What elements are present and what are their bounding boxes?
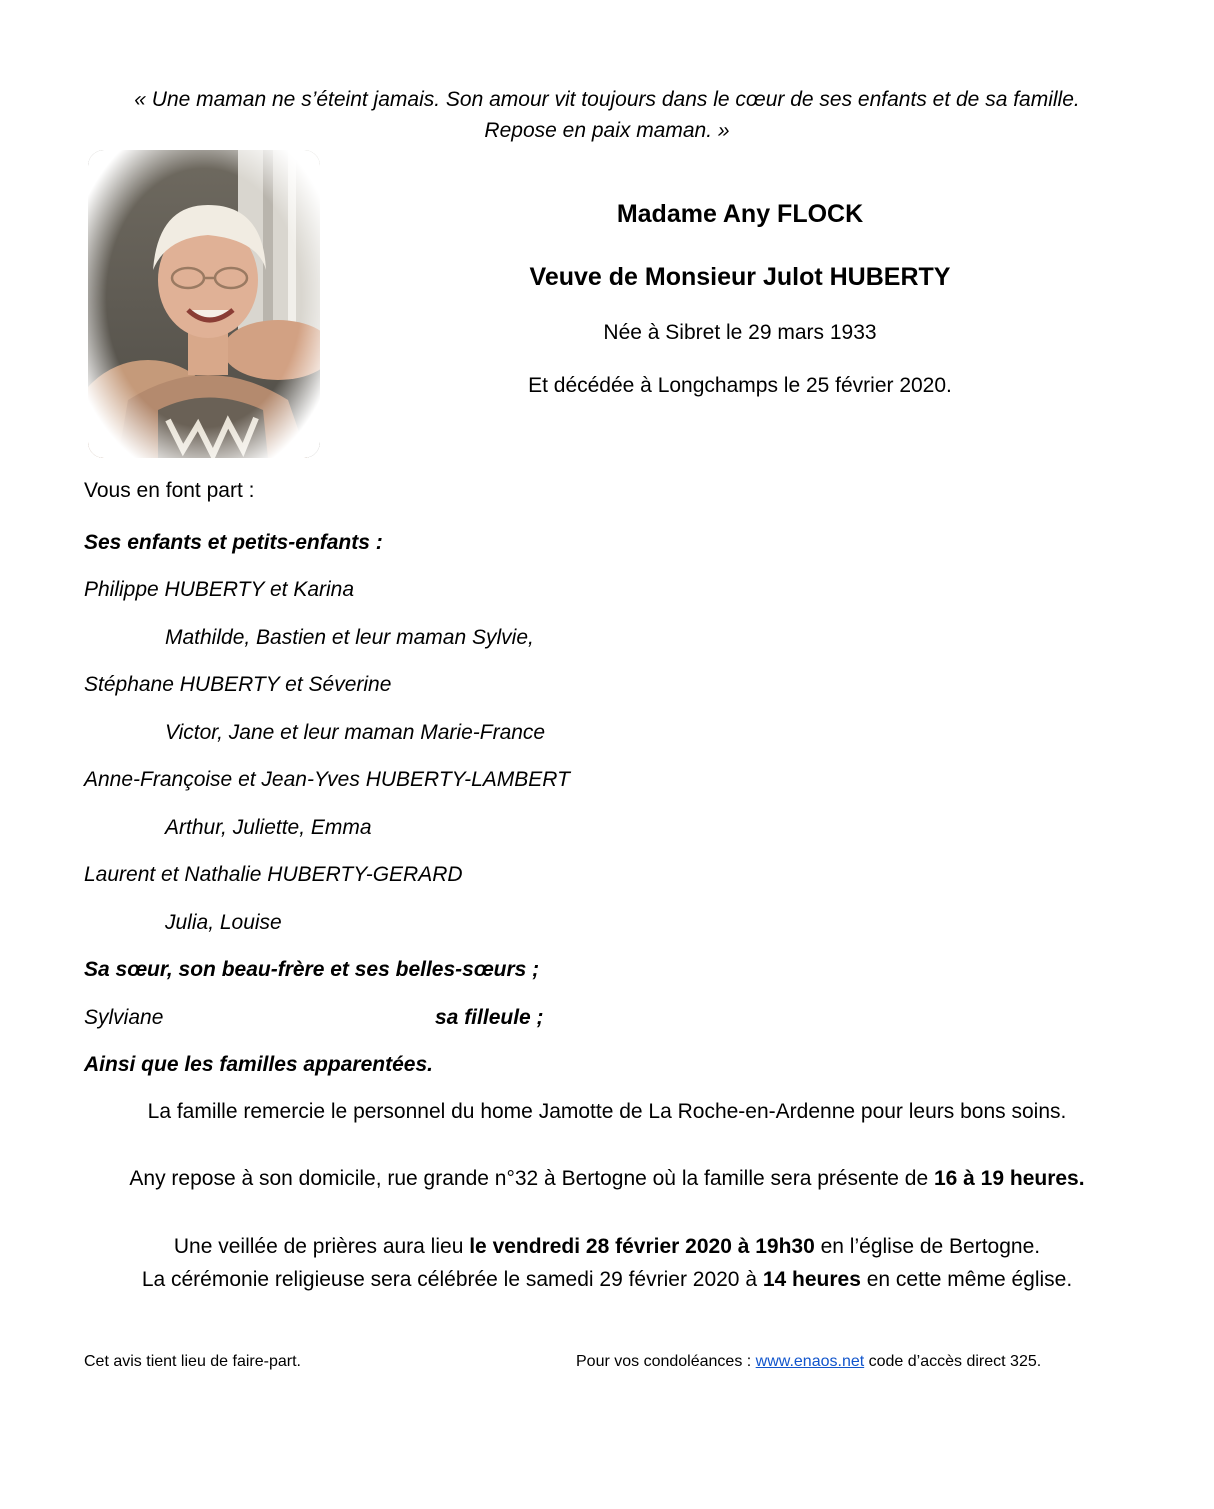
siblings-heading: Sa sœur, son beau-frère et ses belles-sœurs ; <box>84 958 540 981</box>
thanks-line: La famille remercie le personnel du home Jamotte de La Roche-en-Ardenne pour leurs bons soins. <box>147 1100 1067 1123</box>
goddaughter-name: Sylviane <box>84 1006 164 1029</box>
vigil-date: le vendredi 28 février 2020 à 19h30 <box>469 1235 815 1258</box>
ceremony-post: en cette même église. <box>860 1268 1073 1291</box>
family-parent: Anne-Françoise et Jean-Yves HUBERTY-LAMBERT <box>84 768 570 791</box>
family-grandchildren: Victor, Jane et leur maman Marie-France <box>165 721 546 744</box>
condolences-line <box>576 1353 1041 1371</box>
family-grandchildren: Arthur, Juliette, Emma <box>165 816 372 839</box>
family-grandchildren: Julia, Louise <box>165 911 282 934</box>
goddaughter-label: sa filleule ; <box>435 1006 544 1029</box>
intro-text: Vous en font part : <box>84 479 255 502</box>
deceased-name: Madame Any FLOCK <box>616 200 864 228</box>
vigil-post: en l’église de Bertogne. <box>814 1235 1041 1258</box>
opening-quote <box>0 84 1214 146</box>
rest-hours: 16 à 19 heures. <box>933 1167 1085 1190</box>
relatives-line: Ainsi que les familles apparentées. <box>84 1053 433 1076</box>
rest-text: Any repose à son domicile, rue grande n°32 à Bertogne où la famille sera présente de <box>129 1167 934 1190</box>
quote-line-1: « Une maman ne s’éteint jamais. Son amour vit toujours dans le cœur de ses enfants et de sa famille. <box>134 88 1080 111</box>
portrait-photo <box>88 150 320 458</box>
condolences-post: code d’accès direct 325. <box>864 1353 1042 1370</box>
footer-note: Cet avis tient lieu de faire-part. <box>84 1353 301 1370</box>
vigil-line <box>0 1235 1214 1259</box>
family-grandchildren: Mathilde, Bastien et leur maman Sylvie, <box>165 626 534 649</box>
rest-line <box>0 1167 1214 1191</box>
ceremony-time: 14 heures <box>762 1268 861 1291</box>
family-parent: Stéphane HUBERTY et Séverine <box>84 673 392 696</box>
birth-line: Née à Sibret le 29 mars 1933 <box>603 321 877 344</box>
quote-line-2: Repose en paix maman. » <box>484 119 730 142</box>
children-heading: Ses enfants et petits-enfants : <box>84 531 383 554</box>
widow-line: Veuve de Monsieur Julot HUBERTY <box>529 263 951 291</box>
family-parent: Laurent et Nathalie HUBERTY-GERARD <box>84 863 463 886</box>
vigil-pre: Une veillée de prières aura lieu <box>173 1235 470 1258</box>
condolences-link[interactable]: www.enaos.net <box>755 1353 865 1370</box>
condolences-pre: Pour vos condoléances : <box>576 1353 756 1370</box>
death-line: Et décédée à Longchamps le 25 février 2020. <box>528 374 952 397</box>
ceremony-pre: La cérémonie religieuse sera célébrée le samedi 29 février 2020 à <box>141 1268 763 1291</box>
family-parent: Philippe HUBERTY et Karina <box>84 578 355 601</box>
ceremony-line <box>0 1268 1214 1292</box>
